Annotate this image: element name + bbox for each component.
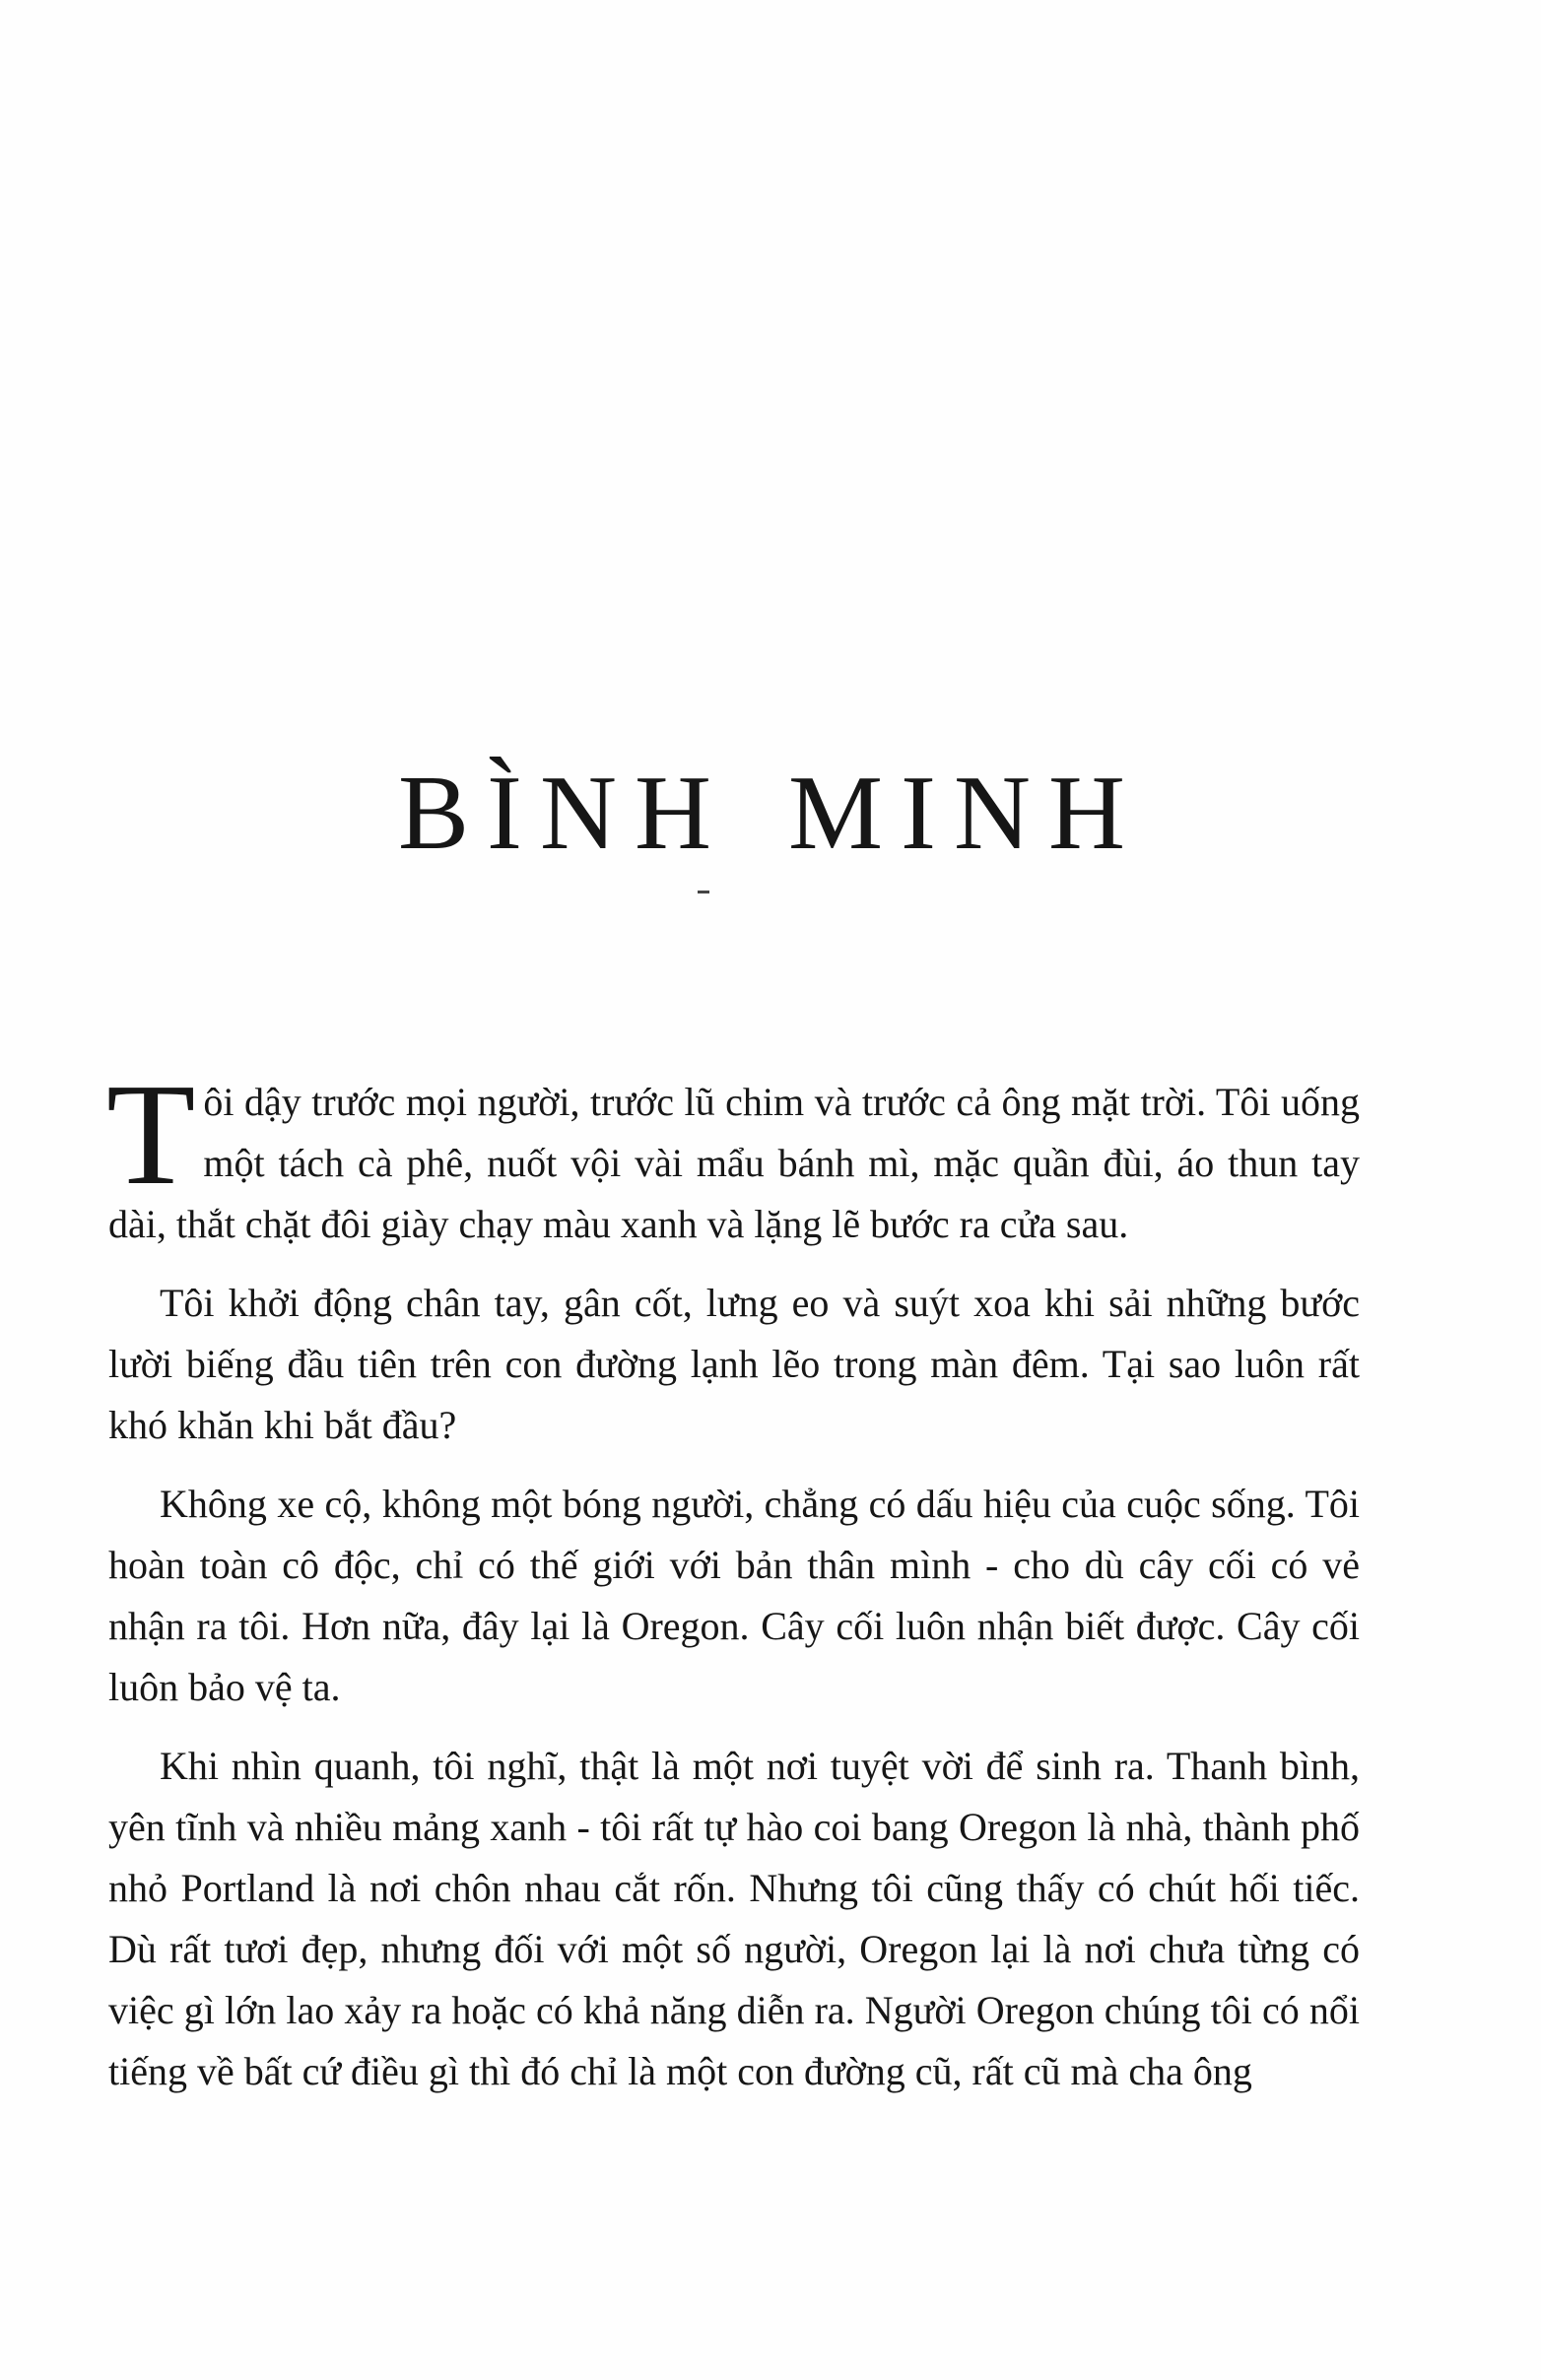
- title-ornament: [698, 891, 709, 893]
- drop-cap: T: [106, 1054, 196, 1216]
- chapter-title-word-2: MINH: [788, 755, 1143, 873]
- paragraph-4: Khi nhìn quanh, tôi nghĩ, thật là một nơi tuyệt vời để sinh ra. Thanh bình, yên tĩnh và nhiều mảng xanh - tôi rất tự hào coi bang Oregon là nhà, thành phố nhỏ Portland là nơi chôn nhau cắt rốn. Nhưng tôi cũng thấy có chút hối tiếc. Dù rất tươi đẹp, nhưng đối với một số người, Oregon lại là nơi chưa từng có việc gì lớn lao xảy ra hoặc có khả năng diễn ra. Người Oregon chúng tôi có nổi tiếng về bất cứ điều gì thì đó chỉ là một con đường cũ, rất cũ mà cha ông: [108, 1744, 1360, 2093]
- paragraph-3: Không xe cộ, không một bóng người, chẳng có dấu hiệu của cuộc sống. Tôi hoàn toàn cô độc, chỉ có thế giới với bản thân mình - cho dù cây cối có vẻ nhận ra tôi. Hơn nữa, đây lại là Oregon. Cây cối luôn nhận biết được. Cây cối luôn bảo vệ ta.: [108, 1482, 1360, 1709]
- chapter-title-word-1: BÌNH: [398, 755, 729, 873]
- paragraph-2: Tôi khởi động chân tay, gân cốt, lưng eo và suýt xoa khi sải những bước lười biếng đầu tiên trên con đường lạnh lẽo trong màn đêm. Tại sao luôn rất khó khăn khi bắt đầu?: [108, 1281, 1360, 1447]
- paragraph-1-text: ôi dậy trước mọi người, trước lũ chim và trước cả ông mặt trời. Tôi uống một tách cà phê, nuốt vội vài mẩu bánh mì, mặc quần đùi, áo thun tay dài, thắt chặt đôi giày chạy màu xanh và lặng lẽ bước ra cửa sau.: [108, 1080, 1360, 1246]
- chapter-title: [0, 755, 1541, 873]
- paragraph-1: [106, 1054, 1360, 1255]
- chapter-body: [106, 1054, 1360, 2120]
